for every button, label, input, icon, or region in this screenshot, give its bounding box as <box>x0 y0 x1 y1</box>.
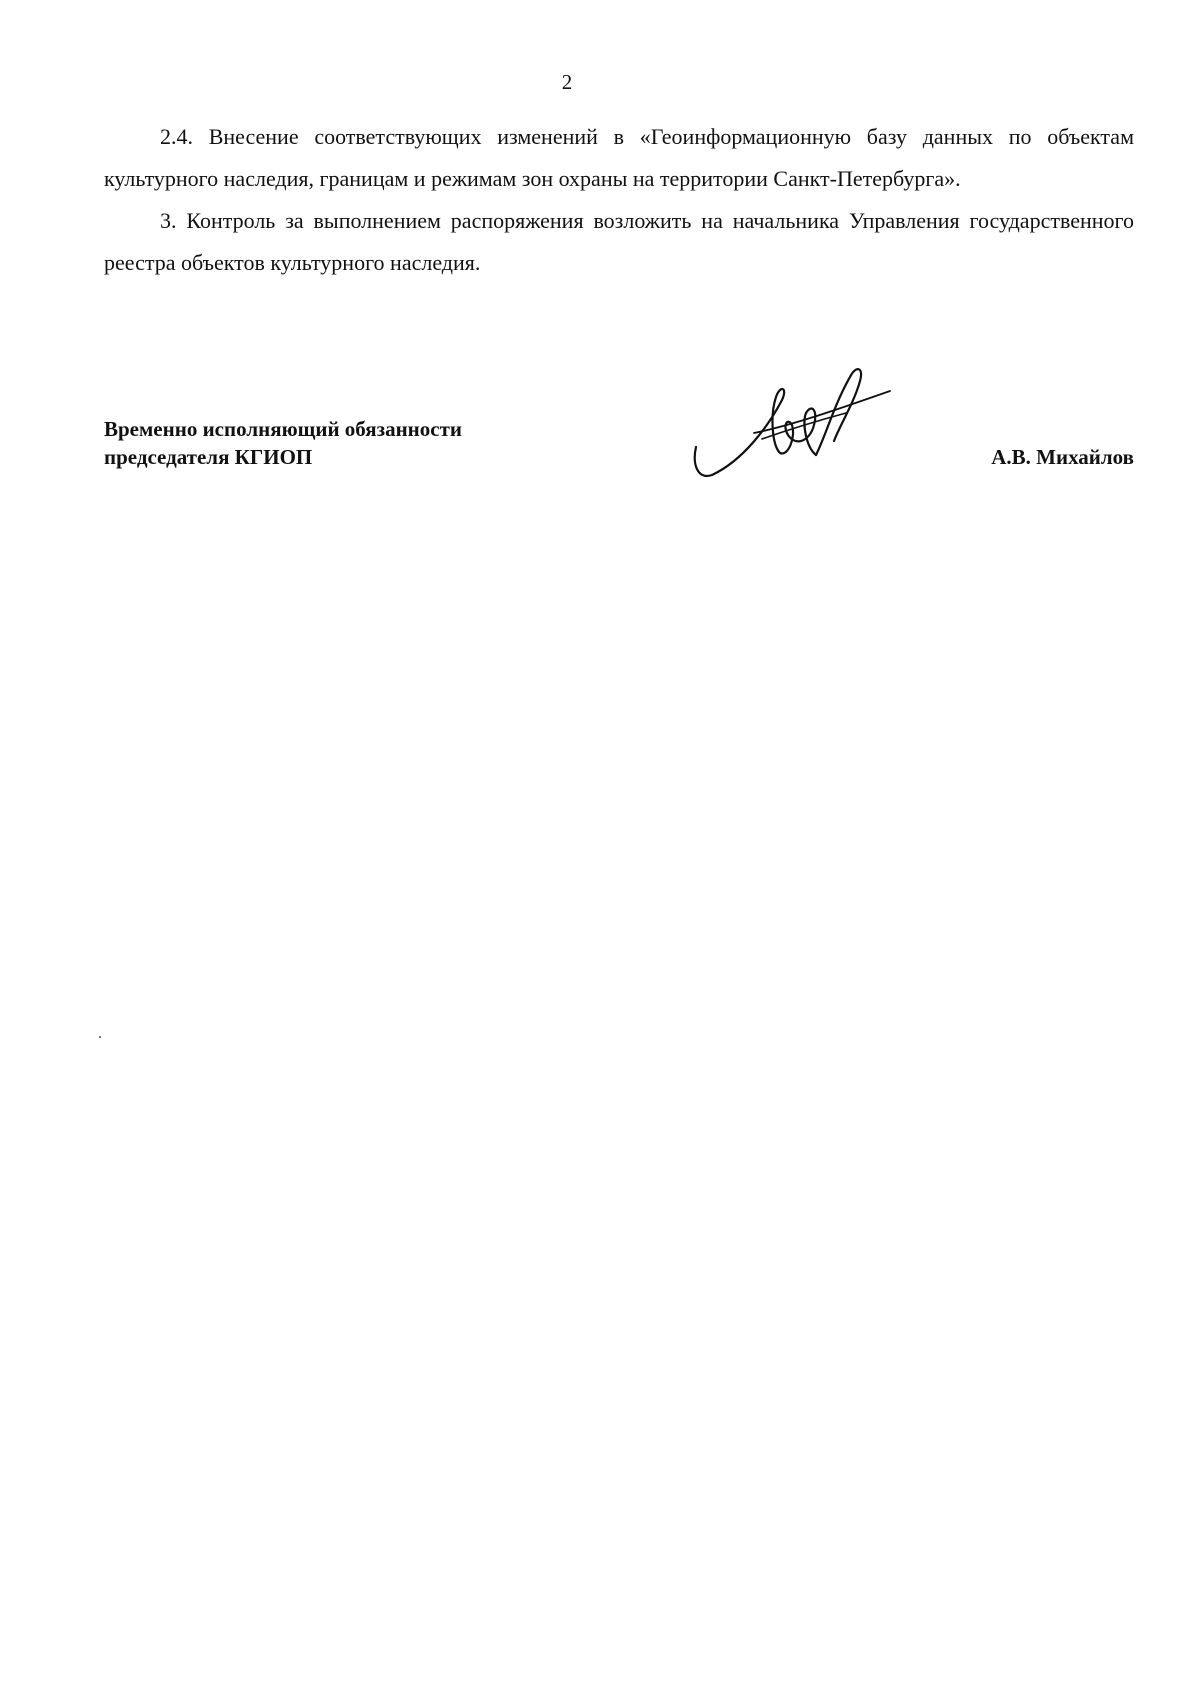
paragraph-3: 3. Контроль за выполнением распоряжения возложить на начальника Управления государственного реестра объектов культурного наследия. <box>104 208 1134 275</box>
signer-title-line-2: председателя КГИОП <box>104 445 313 469</box>
margin-dot <box>99 1036 101 1038</box>
page-number: 2 <box>561 70 573 94</box>
handwritten-signature-icon <box>684 355 924 495</box>
signer-title-line-1: Временно исполняющий обязанности <box>104 417 463 441</box>
signer-title <box>104 415 462 471</box>
document-body <box>104 116 1134 284</box>
signer-name: А.В. Михайлов <box>991 445 1134 469</box>
paragraph-2-4: 2.4. Внесение соответствующих изменений в «Геоинформационную базу данных по объектам культурного наследия, границам и режимам зон охраны на территории Санкт-Петербурга». <box>104 124 1134 191</box>
signature-block <box>104 415 1134 505</box>
